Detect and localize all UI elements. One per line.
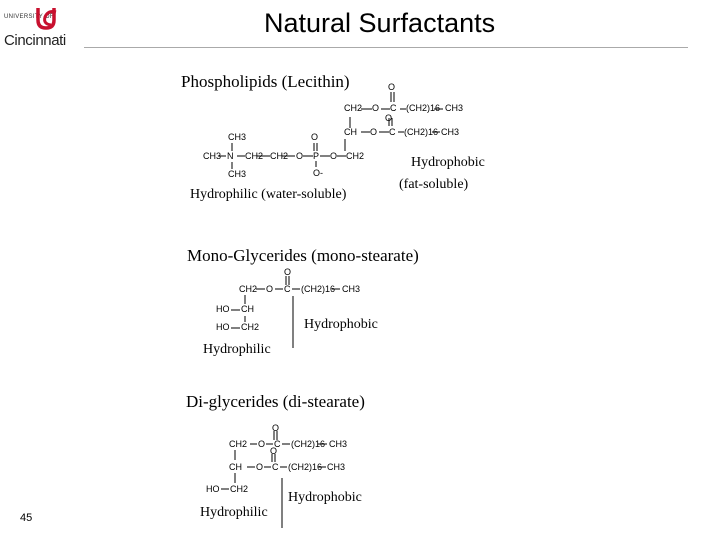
atom-label: CH bbox=[344, 127, 357, 137]
hydrophilic-label: Hydrophilic (water-soluble) bbox=[190, 187, 347, 202]
atom-label: CH2 bbox=[270, 151, 289, 161]
atom-label: HO bbox=[206, 484, 220, 494]
atom-label: (CH2)16 bbox=[406, 103, 441, 113]
hydrophobic-label: Hydrophobic bbox=[288, 490, 362, 505]
atom-label: N bbox=[227, 151, 234, 161]
university-logo bbox=[4, 6, 84, 50]
hydrophilic-label: Hydrophilic bbox=[203, 342, 271, 357]
atom-label: O bbox=[284, 267, 292, 277]
atom-label: CH bbox=[229, 462, 242, 472]
atom-label: C bbox=[284, 284, 291, 294]
atom-label: HO bbox=[216, 322, 230, 332]
hydrophobic-label: Hydrophobic bbox=[411, 155, 485, 170]
atom-label: (CH2)16 bbox=[301, 284, 336, 294]
atom-label: CH2 bbox=[229, 439, 248, 449]
atom-label: O bbox=[370, 127, 378, 137]
atom-label: (CH2)16 bbox=[288, 462, 323, 472]
atom-label: O bbox=[272, 423, 280, 433]
logo-university-of: UNIVERSITY OF bbox=[4, 14, 54, 20]
di-glycerides-heading: Di-glycerides (di-stearate) bbox=[186, 392, 365, 411]
atom-label: CH2 bbox=[239, 284, 258, 294]
atom-label: CH3 bbox=[203, 151, 222, 161]
slide-title: Natural Surfactants bbox=[264, 8, 496, 38]
atom-label: CH2 bbox=[230, 484, 249, 494]
slide-number: 45 bbox=[20, 512, 33, 524]
atom-label: O bbox=[266, 284, 274, 294]
atom-label: CH3 bbox=[329, 439, 348, 449]
atom-label: CH3 bbox=[342, 284, 361, 294]
hydrophobic-label: Hydrophobic bbox=[304, 317, 378, 332]
atom-label: C bbox=[272, 462, 279, 472]
atom-label: O bbox=[296, 151, 304, 161]
hydrophilic-label: Hydrophilic bbox=[200, 505, 268, 520]
atom-label: CH2 bbox=[245, 151, 264, 161]
atom-label: CH3 bbox=[228, 169, 247, 179]
atom-label: O bbox=[256, 462, 264, 472]
atom-label: O bbox=[311, 132, 319, 142]
atom-label: O- bbox=[313, 168, 323, 178]
logo-cincinnati: Cincinnati bbox=[4, 32, 66, 49]
atom-label: O bbox=[258, 439, 266, 449]
atom-label: (CH2)16 bbox=[291, 439, 326, 449]
title-divider bbox=[84, 47, 688, 48]
phospholipids-heading: Phospholipids (Lecithin) bbox=[181, 72, 350, 91]
atom-label: (CH2)16 bbox=[404, 127, 439, 137]
atom-label: O bbox=[270, 446, 278, 456]
atom-label: CH2 bbox=[346, 151, 365, 161]
atom-label: CH3 bbox=[327, 462, 346, 472]
atom-label: O bbox=[372, 103, 380, 113]
atom-label: HO bbox=[216, 304, 230, 314]
atom-label: CH3 bbox=[445, 103, 464, 113]
atom-label: CH3 bbox=[228, 132, 247, 142]
atom-label: CH2 bbox=[241, 322, 260, 332]
atom-label: P bbox=[313, 151, 320, 161]
atom-label: O bbox=[385, 113, 393, 123]
atom-label: CH bbox=[241, 304, 254, 314]
atom-label: CH3 bbox=[441, 127, 460, 137]
fat-soluble-label: (fat-soluble) bbox=[399, 177, 469, 192]
mono-glycerides-heading: Mono-Glycerides (mono-stearate) bbox=[187, 246, 419, 265]
uc-logo-mark bbox=[34, 6, 60, 32]
atom-label: C bbox=[389, 127, 396, 137]
atom-label: O bbox=[388, 82, 396, 92]
atom-label: C bbox=[390, 103, 397, 113]
atom-label: CH2 bbox=[344, 103, 363, 113]
atom-label: O bbox=[330, 151, 338, 161]
atom-label: C bbox=[274, 439, 281, 449]
